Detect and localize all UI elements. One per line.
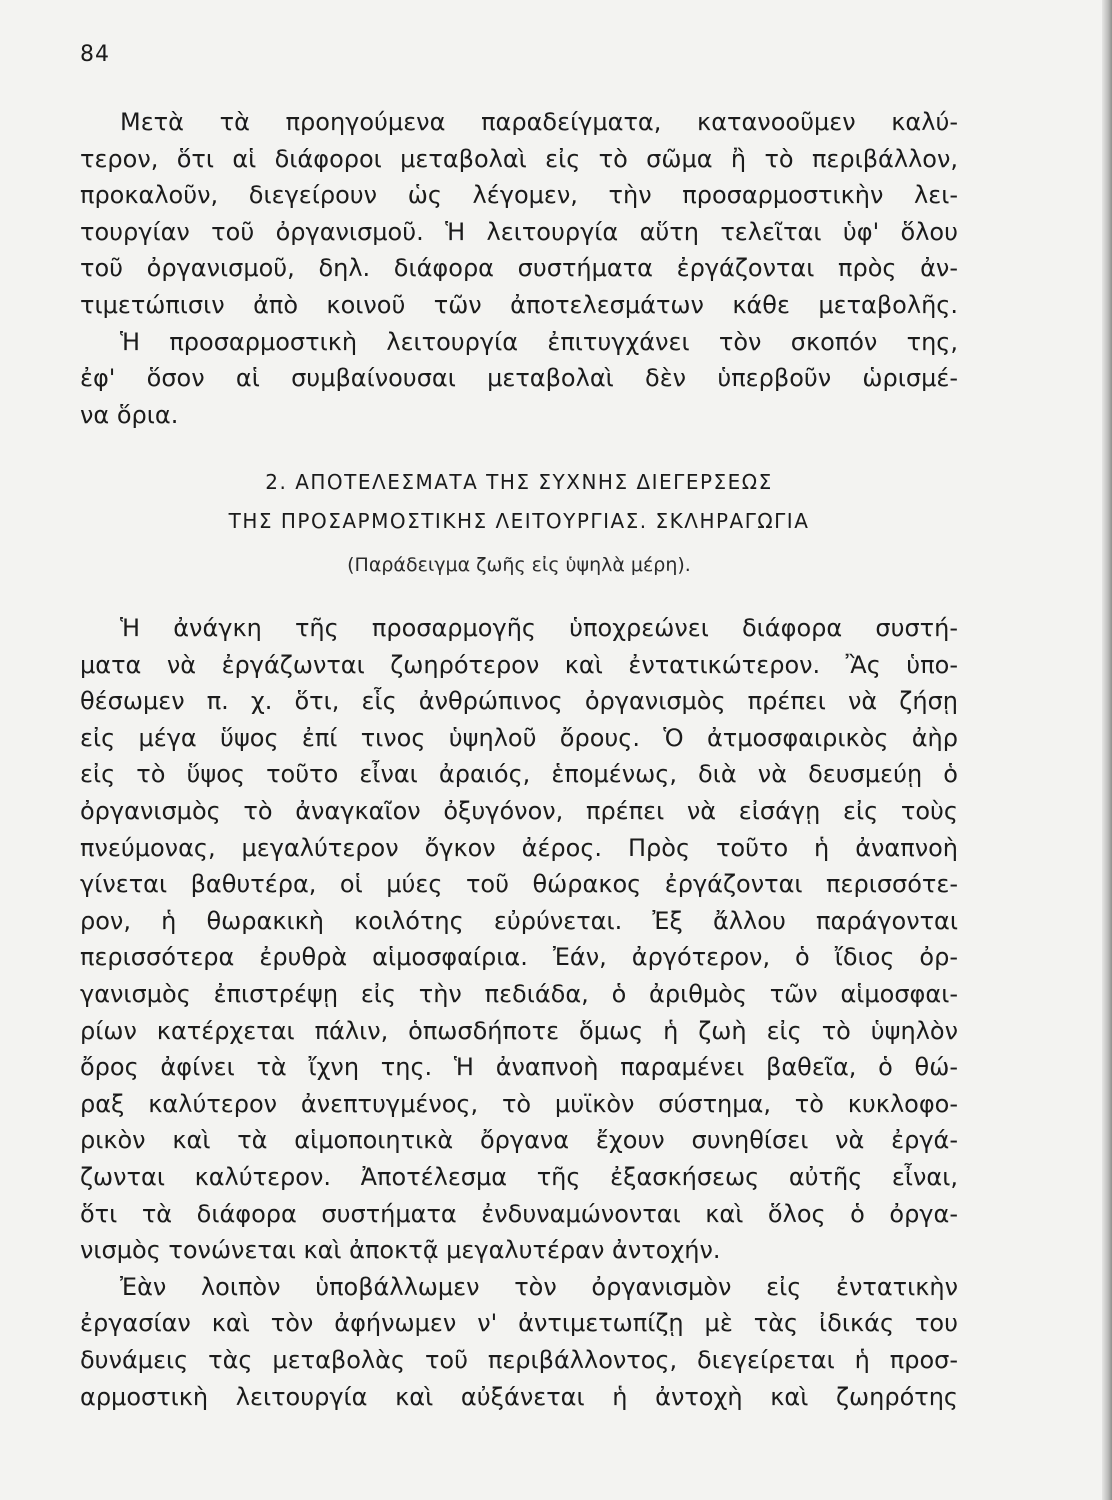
text-line: γανισμὸς ἐπιστρέψῃ εἰς τὴν πεδιάδα, ὁ ἀριθμὸς τῶν αἱμοσφαι- <box>80 979 958 1008</box>
text-line: νισμὸς τονώνεται καὶ ἀποκτᾷ μεγαλυτέραν ἀντοχήν. <box>80 1236 721 1265</box>
text-line: Ἡ ἀνάγκη τῆς προσαρμογῆς ὑποχρεώνει διάφορα συστή- <box>120 614 958 642</box>
text-line: ρικὸν καὶ τὰ αἱμοποιητικὰ ὄργανα ἔχουν συνηθίσει νὰ ἐργά- <box>80 1126 958 1155</box>
text-line: ὀργανισμὸς τὸ ἀναγκαῖον ὀξυγόνον, πρέπει νὰ εἰσάγῃ εἰς τοὺς <box>80 796 958 825</box>
text-line: Ἐὰν λοιπὸν ὑποβάλλωμεν τὸν ὀργανισμὸν εἰς ἐντατικὴν <box>120 1272 958 1301</box>
text-line: εἰς μέγα ὕψος ἐπί τινος ὑψηλοῦ ὄρους. Ὁ ἀτμοσφαιρικὸς ἀὴρ <box>80 723 958 752</box>
text-line: ματα νὰ ἐργάζωνται ζωηρότερον καὶ ἐντατικώτερον. Ἂς ὑπο- <box>80 650 958 679</box>
text-line: ζωνται καλύτερον. Ἀποτέλεσμα τῆς ἐξασκήσεως αὐτῆς εἶναι, <box>80 1162 958 1191</box>
text-line: να ὅρια. <box>80 400 179 429</box>
page-edge-shadow <box>1102 0 1112 1500</box>
text-line: ἐφ' ὅσον αἱ συμβαίνουσαι μεταβολαὶ δὲν ὑπερβοῦν ὡρισμέ- <box>80 364 958 393</box>
text-line: εἰς τὸ ὕψος τοῦτο εἶναι ἀραιός, ἑπομένως, διὰ νὰ δευσμεύῃ ὁ <box>80 760 958 789</box>
section-heading-line-1: 2. ΑΠΟΤΕΛΕΣΜΑΤΑ ΤΗΣ ΣΥΧΝΗΣ ΔΙΕΓΕΡΣΕΩΣ <box>265 470 773 494</box>
text-line: ὄρος ἀφίνει τὰ ἴχνη της. Ἡ ἀναπνοὴ παραμένει βαθεῖα, ὁ θώ- <box>80 1053 958 1082</box>
text-line: τερον, ὅτι αἱ διάφοροι μεταβολαὶ εἰς τὸ σῶμα ἢ τὸ περιβάλλον, <box>80 144 958 173</box>
text-line: αρμοστικὴ λειτουργία καὶ αὐξάνεται ἡ ἀντοχὴ καὶ ζωηρότης <box>80 1382 958 1411</box>
text-line: Ἡ προσαρμοστικὴ λειτουργία ἐπιτυγχάνει τὸν σκοπόν της, <box>120 327 958 356</box>
text-line: ρίων κατέρχεται πάλιν, ὁπωσδήποτε ὅμως ἡ ζωὴ εἰς τὸ ὑψηλὸν <box>80 1016 958 1045</box>
text-line: τοῦ ὀργανισμοῦ, δηλ. διάφορα συστήματα ἐργάζονται πρὸς ἀν- <box>80 254 958 283</box>
text-line: ρον, ἡ θωρακικὴ κοιλότης εὐρύνεται. Ἐξ ἄλλου παράγονται <box>80 906 958 935</box>
text-line: τουργίαν τοῦ ὀργανισμοῦ. Ἡ λειτουργία αὕτη τελεῖται ὑφ' ὅλου <box>80 217 958 246</box>
text-line: ἐργασίαν καὶ τὸν ἀφήνωμεν ν' ἀντιμετωπίζῃ μὲ τὰς ἰδικάς του <box>80 1309 958 1338</box>
paragraph-4 <box>80 1269 958 1415</box>
section-heading-line-2: ΤΗΣ ΠΡΟΣΑΡΜΟΣΤΙΚΗΣ ΛΕΙΤΟΥΡΓΙΑΣ. ΣΚΛΗΡΑΓΩΓΙΑ <box>228 509 810 533</box>
text-line: τιμετώπισιν ἀπὸ κοινοῦ τῶν ἀποτελεσμάτων κάθε μεταβολῆς. <box>80 290 958 319</box>
paragraph-3 <box>80 610 958 1269</box>
paragraph-1 <box>80 104 958 324</box>
text-line: περισσότερα ἐρυθρὰ αἱμοσφαίρια. Ἐάν, ἀργότερον, ὁ ἴδιος ὀρ- <box>80 943 958 972</box>
text-line: Μετὰ τὰ προηγούμενα παραδείγματα, κατανοοῦμεν καλύ- <box>120 108 958 136</box>
section-subheading: (Παράδειγμα ζωῆς εἰς ὑψηλὰ μέρη). <box>347 554 691 576</box>
text-line: δυνάμεις τὰς μεταβολὰς τοῦ περιβάλλοντος, διεγείρεται ἡ προσ- <box>80 1345 958 1374</box>
text-line: προκαλοῦν, διεγείρουν ὡς λέγομεν, τὴν προσαρμοστικὴν λει- <box>80 181 958 210</box>
text-line: γίνεται βαθυτέρα, οἱ μύες τοῦ θώρακος ἐργάζονται περισσότε- <box>80 870 958 899</box>
text-line: ὅτι τὰ διάφορα συστήματα ἐνδυναμώνονται καὶ ὅλος ὁ ὀργα- <box>80 1199 958 1228</box>
text-line: ραξ καλύτερον ἀνεπτυγμένος, τὸ μυϊκὸν σύστημα, τὸ κυκλοφο- <box>80 1089 958 1118</box>
page-number: 84 <box>80 42 110 67</box>
text-line: θέσωμεν π. χ. ὅτι, εἷς ἀνθρώπινος ὀργανισμὸς πρέπει νὰ ζήσῃ <box>80 687 958 716</box>
text-line: πνεύμονας, μεγαλύτερον ὄγκον ἀέρος. Πρὸς τοῦτο ἡ ἀναπνοὴ <box>80 833 958 862</box>
paragraph-2 <box>80 324 958 434</box>
